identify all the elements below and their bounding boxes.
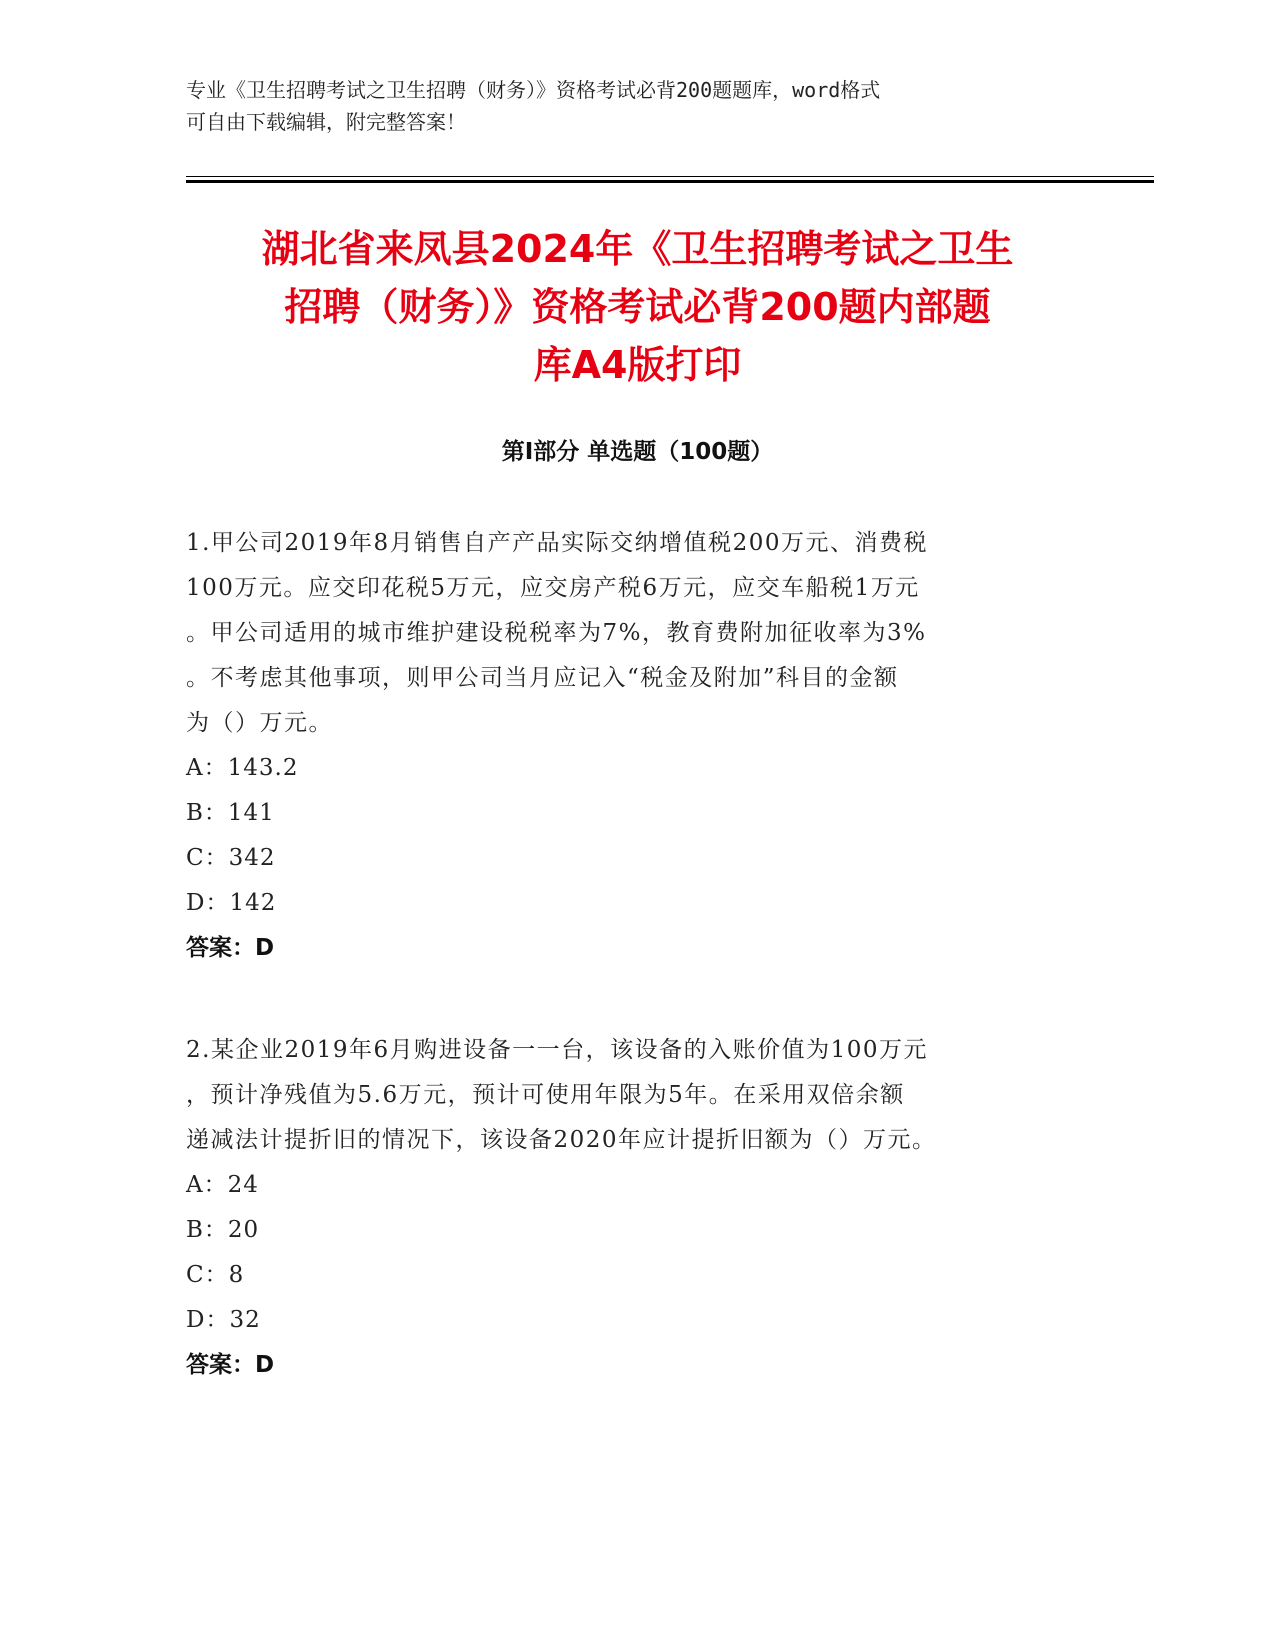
option-a: A：24 [186, 1172, 259, 1198]
option-b: B：20 [186, 1217, 260, 1243]
option-d: D：142 [186, 890, 277, 916]
header-note [186, 74, 1066, 138]
header-divider-thick [186, 180, 1154, 183]
question-stem-line: 1.甲公司2019年8月销售自产产品实际交纳增值税200万元、消费税 [186, 530, 929, 556]
document-title [150, 220, 1125, 394]
document-title-line-2: 招聘（财务）》资格考试必背200题内部题 [284, 285, 991, 329]
answer-label: 答案：D [186, 1352, 275, 1378]
question-2 [186, 1028, 1076, 1388]
option-c: C：342 [186, 845, 276, 871]
header-note-line-1: 专业《卫生招聘考试之卫生招聘（财务）》资格考试必背200题题库，word格式 [186, 78, 881, 102]
document-title-line-3: 库A4版打印 [533, 343, 742, 387]
section-heading: 第Ⅰ部分 单选题（100题） [501, 439, 774, 465]
question-stem-line: 。不考虑其他事项，则甲公司当月应记入“税金及附加”科目的金额 [186, 665, 899, 691]
document-title-line-1: 湖北省来凤县2024年《卫生招聘考试之卫生 [261, 227, 1014, 271]
question-stem-line: 。甲公司适用的城市维护建设税税率为7%，教育费附加征收率为3% [186, 620, 927, 646]
header-note-line-2: 可自由下载编辑，附完整答案！ [186, 110, 466, 134]
option-d: D：32 [186, 1307, 261, 1333]
option-b: B：141 [186, 800, 275, 826]
question-stem-line: 100万元。应交印花税5万元，应交房产税6万元，应交车船税1万元 [186, 575, 920, 601]
question-stem-line: ，预计净残值为5.6万元，预计可使用年限为5年。在采用双倍余额 [186, 1082, 905, 1108]
question-stem-line: 递减法计提折旧的情况下，该设备2020年应计提折旧额为（）万元。 [186, 1127, 937, 1153]
answer-label: 答案：D [186, 935, 275, 961]
option-a: A：143.2 [186, 755, 299, 781]
header-divider-thin [186, 176, 1154, 177]
question-1 [186, 521, 1076, 971]
question-stem-line: 2.某企业2019年6月购进设备一一台，该设备的入账价值为100万元 [186, 1037, 929, 1063]
question-stem-line: 为（）万元。 [186, 710, 333, 736]
option-c: C：8 [186, 1262, 245, 1288]
